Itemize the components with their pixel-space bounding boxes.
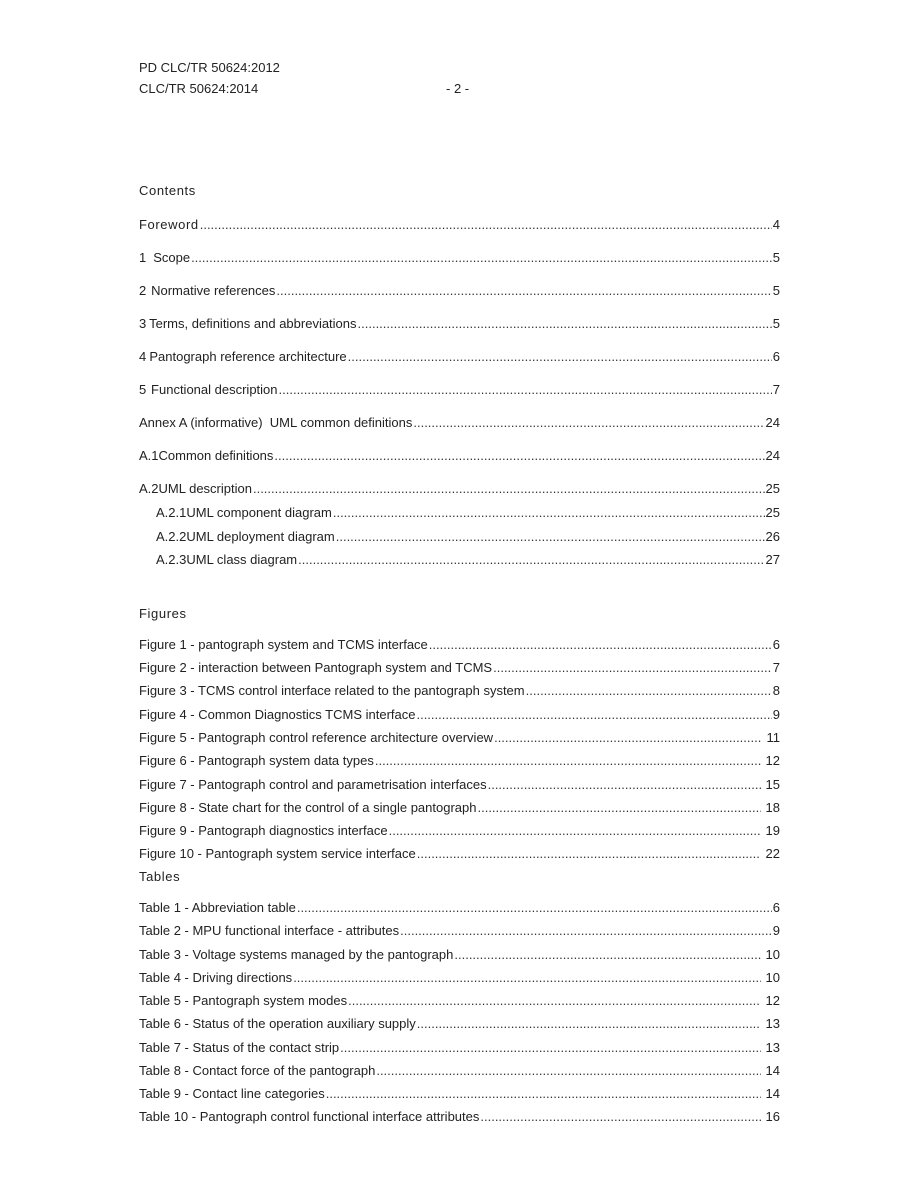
table-entry-page: 13 [761,1016,780,1031]
table-entry-title: Table 1 - Abbreviation table [139,900,296,915]
figure-entry-page: 11 [762,730,780,745]
figure-entry-5[interactable] [139,729,780,746]
dot-leader [293,969,761,986]
toc-entry-title: Normative references [151,283,276,298]
toc-entry-a21[interactable] [156,504,780,521]
figure-entry-1[interactable] [139,636,780,653]
dot-leader [298,551,764,568]
dot-leader [417,1015,761,1032]
dot-leader [488,776,761,793]
toc-entry-page: 5 [772,250,780,265]
table-entry-8[interactable] [139,1062,780,1079]
toc-entry-number: 2 [139,283,147,298]
figure-entry-3[interactable] [139,682,780,699]
dot-leader [336,528,765,545]
table-entry-title: Table 7 - Status of the contact strip [139,1040,340,1055]
figure-entry-page: 12 [761,753,780,768]
dot-leader [480,1108,761,1125]
figure-entry-page: 18 [761,800,780,815]
toc-entry-page: 5 [772,316,780,331]
toc-entry-number: A.2.3 [156,552,187,567]
toc-entry-title: UML class diagram [186,552,298,567]
figure-entry-title: Figure 2 - interaction between Pantograph system and TCMS [139,660,493,675]
table-entry-7[interactable] [139,1039,780,1056]
toc-entry-title: Pantograph reference architecture [149,349,347,364]
table-entry-title: Table 3 - Voltage systems managed by the pantograph [139,947,454,962]
table-entry-page: 10 [761,947,780,962]
dot-leader [389,822,761,839]
dot-leader [326,1085,761,1102]
table-entry-title: Table 5 - Pantograph system modes [139,993,348,1008]
toc-entry-architecture[interactable] [139,348,780,365]
toc-entry-number: A.1 [139,448,159,463]
contents-heading: Contents [139,183,196,198]
toc-entry-page: 4 [772,217,780,232]
dot-leader [279,381,772,398]
table-entry-2[interactable] [139,922,780,939]
dot-leader [348,348,772,365]
figure-entry-page: 8 [772,683,780,698]
dot-leader [297,899,772,916]
toc-entry-title: UML deployment diagram [186,529,335,544]
table-entry-page: 10 [761,970,780,985]
toc-entry-page: 24 [765,448,780,463]
toc-entry-number: 1 [139,250,147,265]
figure-entry-title: Figure 10 - Pantograph system service interface [139,846,416,861]
dot-leader [376,1062,761,1079]
dot-leader [276,282,771,299]
figure-entry-9[interactable] [139,822,780,839]
toc-entry-a23[interactable] [156,551,780,568]
figure-entry-title: Figure 8 - State chart for the control of a single pantograph [139,800,477,815]
dot-leader [526,682,772,699]
toc-entry-title: Terms, definitions and abbreviations [149,316,357,331]
figure-entry-page: 15 [761,777,780,792]
table-entry-5[interactable] [139,992,780,1009]
table-entry-title: Table 8 - Contact force of the pantograph [139,1063,376,1078]
dot-leader [274,447,764,464]
toc-entry-a22[interactable] [156,528,780,545]
table-entry-page: 12 [761,993,780,1008]
dot-leader [429,636,772,653]
figure-entry-4[interactable] [139,706,780,723]
toc-entry-number: 5 [139,382,147,397]
toc-entry-title: Annex A (informative) UML common definitions [139,415,413,430]
figure-entry-title: Figure 5 - Pantograph control reference architecture overview [139,730,494,745]
toc-entry-page: 27 [765,552,780,567]
figure-entry-2[interactable] [139,659,780,676]
table-entry-title: Table 2 - MPU functional interface - attributes [139,923,400,938]
figure-entry-7[interactable] [139,776,780,793]
dot-leader [477,799,760,816]
figure-entry-title: Figure 9 - Pantograph diagnostics interface [139,823,388,838]
dot-leader [493,659,772,676]
toc-entry-page: 24 [765,415,780,430]
dot-leader [253,480,765,497]
dot-leader [348,992,761,1009]
dot-leader [200,216,772,233]
toc-entry-number: 3 [139,316,147,331]
toc-entry-foreword[interactable] [139,216,780,233]
toc-entry-title: UML description [158,481,252,496]
dot-leader [333,504,765,521]
page-number: - 2 - [446,81,470,96]
toc-entry-number: A.2.2 [156,529,187,544]
table-entry-page: 9 [772,923,780,938]
dot-leader [358,315,772,332]
figure-entry-page: 19 [761,823,780,838]
toc-entry-page: 25 [765,481,780,496]
dot-leader [417,845,761,862]
figure-entry-title: Figure 4 - Common Diagnostics TCMS interface [139,707,416,722]
document-id-secondary: CLC/TR 50624:2014 [139,81,259,96]
toc-entry-annex-a[interactable] [139,414,780,431]
document-id-primary: PD CLC/TR 50624:2012 [139,60,280,75]
toc-entry-page: 7 [772,382,780,397]
figure-entry-page: 9 [772,707,780,722]
figure-entry-page: 6 [772,637,780,652]
toc-entry-page: 26 [765,529,780,544]
dot-leader [416,706,771,723]
dot-leader [340,1039,761,1056]
table-entry-9[interactable] [139,1085,780,1102]
toc-entry-a1[interactable] [139,447,780,464]
figure-entry-8[interactable] [139,799,780,816]
table-entry-4[interactable] [139,969,780,986]
toc-entry-number: A.2.1 [156,505,187,520]
figure-entry-title: Figure 7 - Pantograph control and parametrisation interfaces [139,777,487,792]
table-entry-page: 16 [761,1109,780,1124]
dot-leader [413,414,764,431]
table-entry-6[interactable] [139,1015,780,1032]
toc-entry-title: Scope [153,250,191,265]
dot-leader [400,922,772,939]
toc-entry-terms[interactable] [139,315,780,332]
dot-leader [454,946,761,963]
toc-entry-scope[interactable] [139,249,780,266]
figure-entry-page: 22 [761,846,780,861]
toc-entry-title: Functional description [151,382,278,397]
toc-entry-title: Foreword [139,217,199,232]
table-entry-title: Table 9 - Contact line categories [139,1086,325,1101]
table-entry-page: 14 [761,1086,780,1101]
toc-entry-page: 25 [765,505,780,520]
table-entry-title: Table 4 - Driving directions [139,970,293,985]
table-entry-1[interactable] [139,899,780,916]
toc-entry-normative-references[interactable] [139,282,780,299]
figure-entry-title: Figure 6 - Pantograph system data types [139,753,374,768]
toc-entry-number: 4 [139,349,147,364]
dot-leader [494,729,762,746]
toc-entry-number: A.2 [139,481,159,496]
figures-heading: Figures [139,606,187,621]
figure-entry-10[interactable] [139,845,780,862]
table-entry-title: Table 6 - Status of the operation auxiliary supply [139,1016,416,1031]
table-entry-page: 13 [761,1040,780,1055]
tables-heading: Tables [139,869,181,884]
table-entry-10[interactable] [139,1108,780,1125]
table-entry-3[interactable] [139,946,780,963]
table-entry-title: Table 10 - Pantograph control functional interface attributes [139,1109,480,1124]
dot-leader [375,752,761,769]
figure-entry-title: Figure 1 - pantograph system and TCMS interface [139,637,428,652]
toc-entry-page: 5 [772,283,780,298]
table-entry-page: 6 [772,900,780,915]
toc-entry-a2[interactable] [139,480,780,497]
dot-leader [191,249,772,266]
figure-entry-page: 7 [772,660,780,675]
figure-entry-title: Figure 3 - TCMS control interface related to the pantograph system [139,683,525,698]
toc-entry-functional-description[interactable] [139,381,780,398]
toc-entry-title: Common definitions [158,448,274,463]
toc-entry-page: 6 [772,349,780,364]
table-entry-page: 14 [761,1063,780,1078]
toc-entry-title: UML component diagram [186,505,332,520]
figure-entry-6[interactable] [139,752,780,769]
